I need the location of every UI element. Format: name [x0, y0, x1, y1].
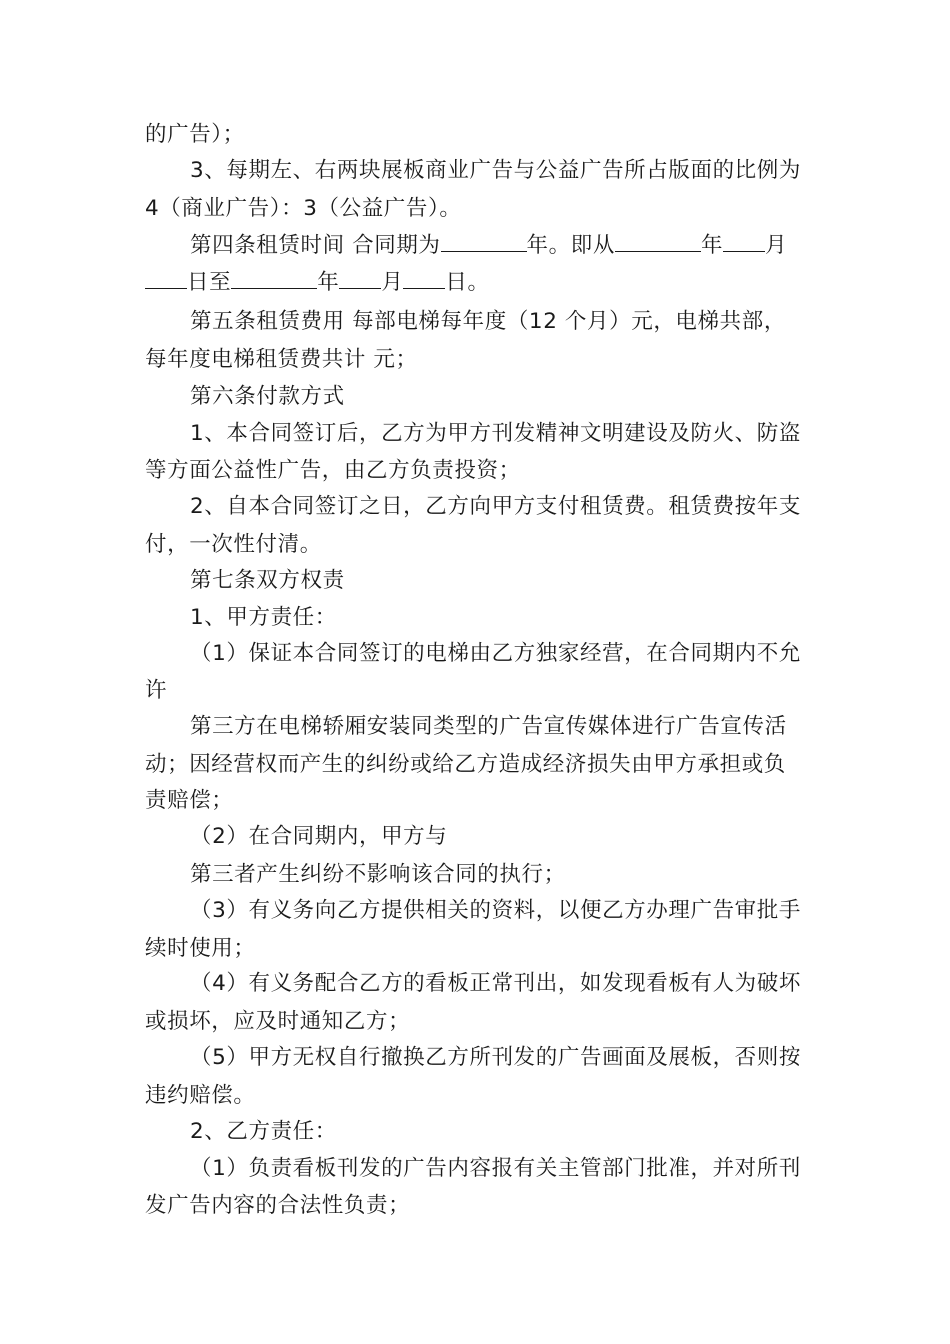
lease-term-text: 月: [765, 233, 788, 258]
fill-in-blank[interactable]: [615, 231, 701, 252]
lease-term-text: 月: [381, 270, 404, 295]
fill-in-blank[interactable]: [339, 268, 381, 289]
section-heading: 第七条双方权责: [190, 568, 345, 593]
paragraph-line: 1、本合同签订后，乙方为甲方刊发精神文明建设及防火、防盗: [190, 421, 801, 446]
lease-term-text: 日至: [187, 270, 232, 295]
paragraph-line: 第三方在电梯轿厢安装同类型的广告宣传媒体进行广告宣传活: [190, 714, 787, 739]
paragraph-line: 第五条租赁费用 每部电梯每年度（12 个月）元，电梯共部，: [190, 309, 786, 334]
section-heading: 第六条付款方式: [190, 384, 345, 409]
paragraph-line: 的广告）；: [145, 122, 245, 147]
paragraph-line: 或损坏，应及时通知乙方；: [145, 1009, 411, 1034]
paragraph-line: （2）在合同期内，甲方与: [190, 824, 448, 849]
fill-in-blank[interactable]: [441, 231, 527, 252]
paragraph-line: 付，一次性付清。: [145, 532, 322, 557]
fill-in-blank[interactable]: [403, 268, 445, 289]
fill-in-blank[interactable]: [231, 268, 317, 289]
paragraph-line: 续时使用；: [145, 936, 256, 961]
paragraph-line: 违约赔偿。: [145, 1083, 256, 1108]
paragraph-line: 4（商业广告）：3（公益广告）。: [145, 196, 462, 221]
paragraph-line: 3、每期左、右两块展板商业广告与公益广告所占版面的比例为: [190, 158, 801, 183]
paragraph-line: 2、自本合同签订之日，乙方向甲方支付租赁费。租赁费按年支: [190, 494, 801, 519]
paragraph-line: 许: [145, 678, 168, 703]
paragraph-line: （3）有义务向乙方提供相关的资料，以便乙方办理广告审批手: [190, 898, 801, 923]
paragraph-line: 等方面公益性广告，由乙方负责投资；: [145, 458, 521, 483]
fill-in-blank[interactable]: [145, 268, 187, 289]
lease-term-line-continued: [145, 268, 490, 298]
fill-in-blank[interactable]: [723, 231, 765, 252]
lease-term-text: 年。即从: [526, 233, 615, 258]
paragraph-line: 责赔偿；: [145, 788, 234, 813]
paragraph-line: （1）保证本合同签订的电梯由乙方独家经营，在合同期内不允: [190, 641, 801, 666]
paragraph-line: （5）甲方无权自行撤换乙方所刊发的广告画面及展板，否则按: [190, 1045, 801, 1070]
lease-term-text: 年: [700, 233, 724, 258]
subsection-heading: 1、甲方责任：: [190, 605, 337, 630]
paragraph-line: 动；因经营权而产生的纠纷或给乙方造成经济损失由甲方承担或负: [145, 752, 786, 777]
lease-term-line: [190, 231, 787, 261]
lease-term-prefix: 第四条租赁时间 合同期为: [190, 233, 441, 258]
paragraph-line: （4）有义务配合乙方的看板正常刊出，如发现看板有人为破坏: [190, 971, 801, 996]
paragraph-line: 每年度电梯租赁费共计 元；: [145, 347, 418, 372]
lease-term-text: 年: [317, 270, 340, 295]
paragraph-line: 发广告内容的合法性负责；: [145, 1193, 411, 1218]
paragraph-line: 第三者产生纠纷不影响该合同的执行；: [190, 862, 566, 887]
subsection-heading: 2、乙方责任：: [190, 1119, 337, 1144]
paragraph-line: （1）负责看板刊发的广告内容报有关主管部门批准，并对所刊: [190, 1156, 801, 1181]
lease-term-text: 日。: [445, 270, 490, 295]
